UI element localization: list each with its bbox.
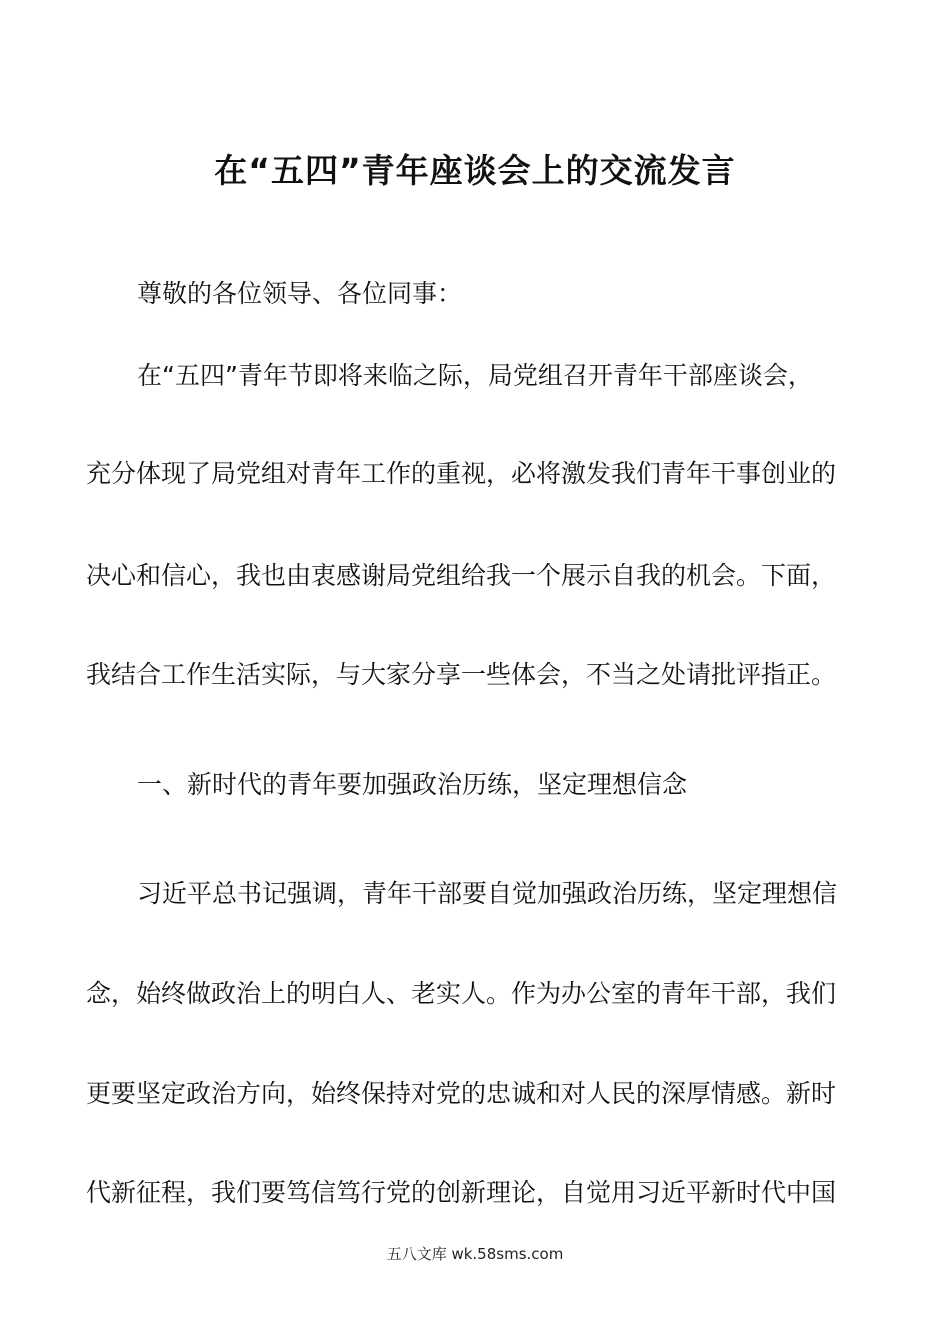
paragraph-line: 更要坚定政治方向，始终保持对党的忠诚和对人民的深厚情感。新时	[86, 1079, 837, 1108]
paragraph-line: 我结合工作生活实际，与大家分享一些体会，不当之处请批评指正。	[86, 660, 837, 689]
document-title: 在“五四”青年座谈会上的交流发言	[214, 151, 736, 190]
paragraph-line: 决心和信心，我也由衷感谢局党组给我一个展示自我的机会。下面，	[86, 561, 837, 590]
salutation: 尊敬的各位领导、各位同事：	[137, 279, 463, 308]
paragraph-line: 充分体现了局党组对青年工作的重视，必将激发我们青年干事创业的	[86, 459, 837, 488]
section-heading: 一、新时代的青年要加强政治历练，坚定理想信念	[137, 770, 688, 799]
paragraph-line: 代新征程，我们要笃信笃行党的创新理论，自觉用习近平新时代中国	[86, 1178, 837, 1207]
footer-watermark: 五八文库 wk.58sms.com	[386, 1245, 564, 1263]
paragraph-line: 念，始终做政治上的明白人、老实人。作为办公室的青年干部，我们	[86, 979, 837, 1008]
paragraph-line: 在“五四”青年节即将来临之际，局党组召开青年干部座谈会，	[137, 361, 813, 390]
paragraph-line: 习近平总书记强调，青年干部要自觉加强政治历练，坚定理想信	[137, 879, 838, 908]
